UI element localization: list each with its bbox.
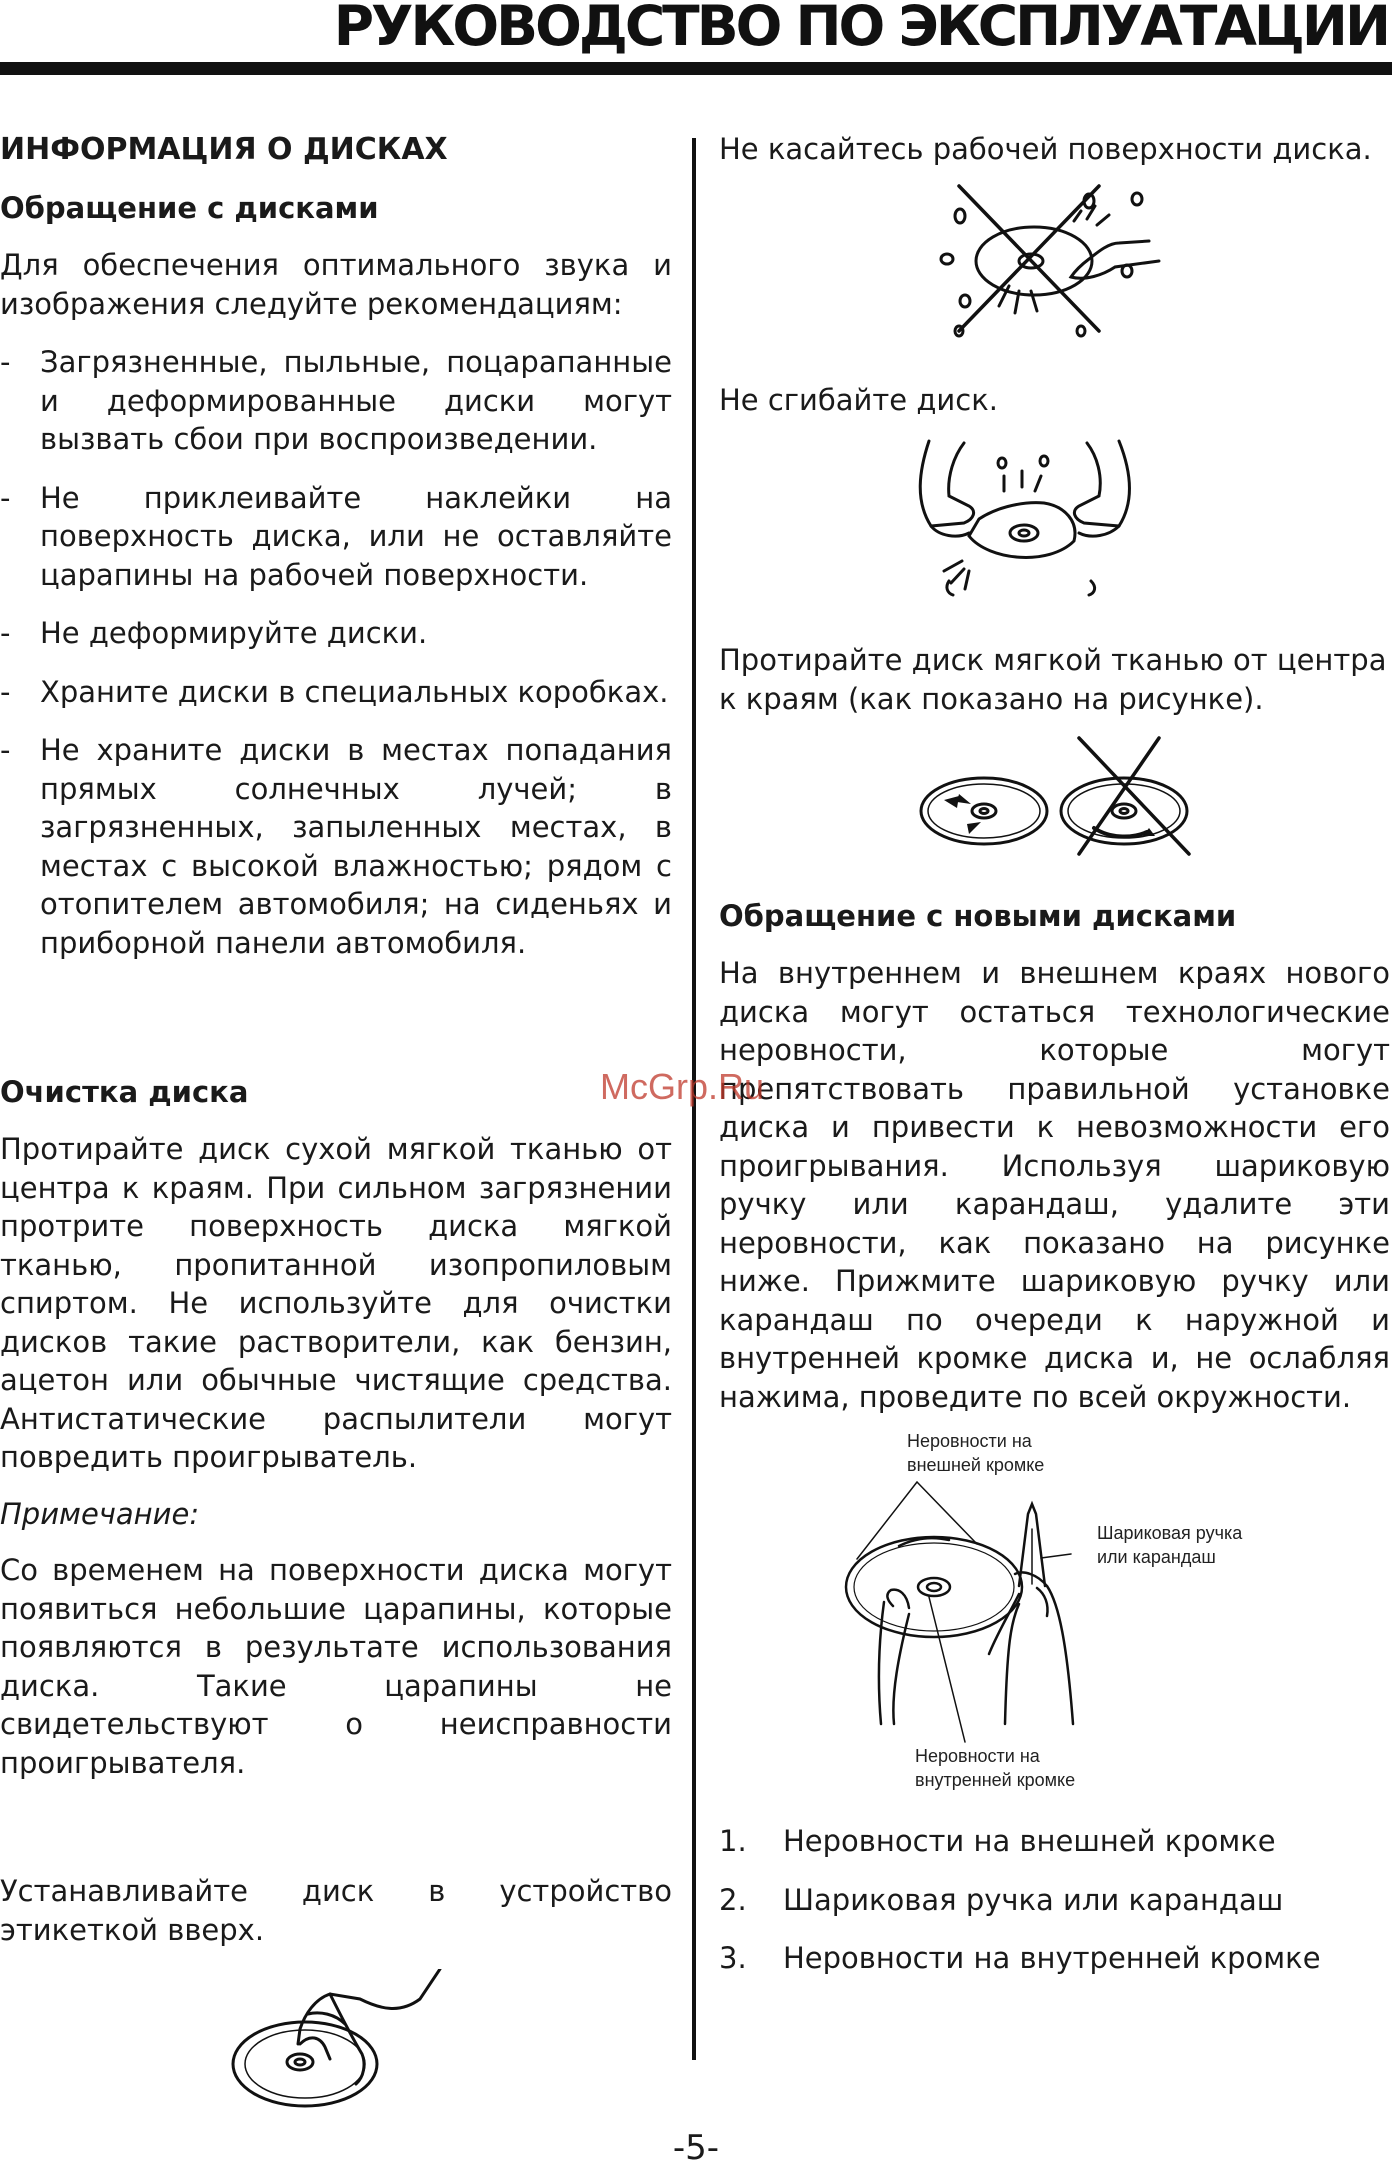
list-item-number: 1. [719, 1824, 747, 1858]
watermark-link[interactable]: McGrp.Ru [600, 1066, 765, 1107]
list-item: - Не приклеивайте наклейки на поверхность диска, или не оставляйте царапины на рабочей поверхности. [0, 479, 672, 595]
list-item-text: Неровности на внутренней кромке [783, 1941, 1321, 1975]
page-header-title: РУКОВОДСТВО ПО ЭКСПЛУАТАЦИИ [333, 0, 1388, 58]
cleaning-text: Протирайте диск сухой мягкой тканью от центра к краям. При сильном загрязнении протрите поверхность диска мягкой тканью, пропитанной изопропиловым спиртом. Не используйте для очистки дисков такие растворители, как бензин, ацетон или обычные чистящие средства. Антистатические распылители могут повредить проигрыватель. [0, 1132, 672, 1474]
figure-label-pen-line1: Шариковая ручка [1097, 1523, 1243, 1543]
no-bend-text: Не сгибайте диск. [719, 382, 998, 417]
no-touch-illustration [719, 181, 1390, 341]
no-bend-illustration [719, 431, 1390, 601]
list-item-text: Шариковая ручка или карандаш [783, 1882, 1284, 1917]
list-item-number: 3. [719, 1941, 747, 1975]
list-item: - Храните диски в специальных коробках. [0, 673, 672, 712]
wipe-direction-illustration [719, 736, 1390, 856]
handling-list [0, 343, 672, 962]
figure-label-outer-line1: Неровности на [907, 1431, 1032, 1451]
figure-label-inner-line2: внутренней кромке [915, 1770, 1076, 1790]
right-column [719, 130, 1390, 1998]
cleaning-title: Очистка диска [0, 1075, 249, 1109]
insert-text: Устанавливайте диск в устройство этикеткой вверх. [0, 1874, 672, 1947]
wipe-text: Протирайте диск мягкой тканью от центра к краям (как показано на рисунке). [719, 643, 1387, 716]
list-item [719, 1881, 1390, 1920]
list-item [719, 1939, 1390, 1978]
page-number: -5- [672, 2128, 720, 2168]
list-item-text: Неровности на внешней кромке [783, 1824, 1276, 1858]
handling-title: Обращение с дисками [0, 191, 379, 225]
list-item [719, 1822, 1390, 1861]
edge-burr-removal-illustration [719, 1424, 1390, 1804]
list-item: - Не храните диски в местах попадания прямых солнечных лучей; в загрязненных, запыленных местах, в местах с высокой влажностью; рядом с отопителем автомобиля; на сиденьях и приборной панели автомобиля. [0, 731, 672, 962]
list-item: - Не деформируйте диски. [0, 614, 672, 653]
burr-legend-list [719, 1822, 1390, 1978]
figure-label-inner-line1: Неровности на [915, 1746, 1040, 1766]
new-discs-title: Обращение с новыми дисками [719, 899, 1237, 933]
section-title: ИНФОРМАЦИЯ О ДИСКАХ [0, 132, 448, 167]
insert-disc-illustration [0, 1969, 672, 2119]
list-item: - Загрязненные, пыльные, поцарапанные и деформированные диски могут вызвать сбои при воспроизведении. [0, 343, 672, 459]
header-rule [0, 62, 1392, 75]
list-item-number: 2. [719, 1882, 747, 1917]
note-text: Со временем на поверхности диска могут появиться небольшие царапины, которые появляются в результате использования диска. Такие царапины не свидетельствуют о неисправности проигрывателя. [0, 1553, 672, 1780]
figure-label-pen-line2: или карандаш [1097, 1547, 1216, 1567]
handling-intro: Для обеспечения оптимального звука и изображения следуйте рекомендациям: [0, 248, 672, 321]
left-column [0, 130, 672, 2119]
figure-label-outer-line2: внешней кромке [907, 1455, 1045, 1475]
new-discs-text: На внутреннем и внешнем краях нового диска могут остаться технологические неровности, которые могут препятствовать правильной установке диска и привести к невозможности его проигрывания. Используя шариковую ручку или карандаш, удалите эти неровности, как показано на рисунке ниже. Прижмите шариковую ручку или карандаш по очереди к наружной и внутренней кромке диска и, не ослабляя нажима, проведите по всей окружности. [719, 956, 1390, 1414]
note-label: Примечание: [0, 1496, 200, 1531]
no-touch-text: Не касайтесь рабочей поверхности диска. [719, 132, 1372, 166]
